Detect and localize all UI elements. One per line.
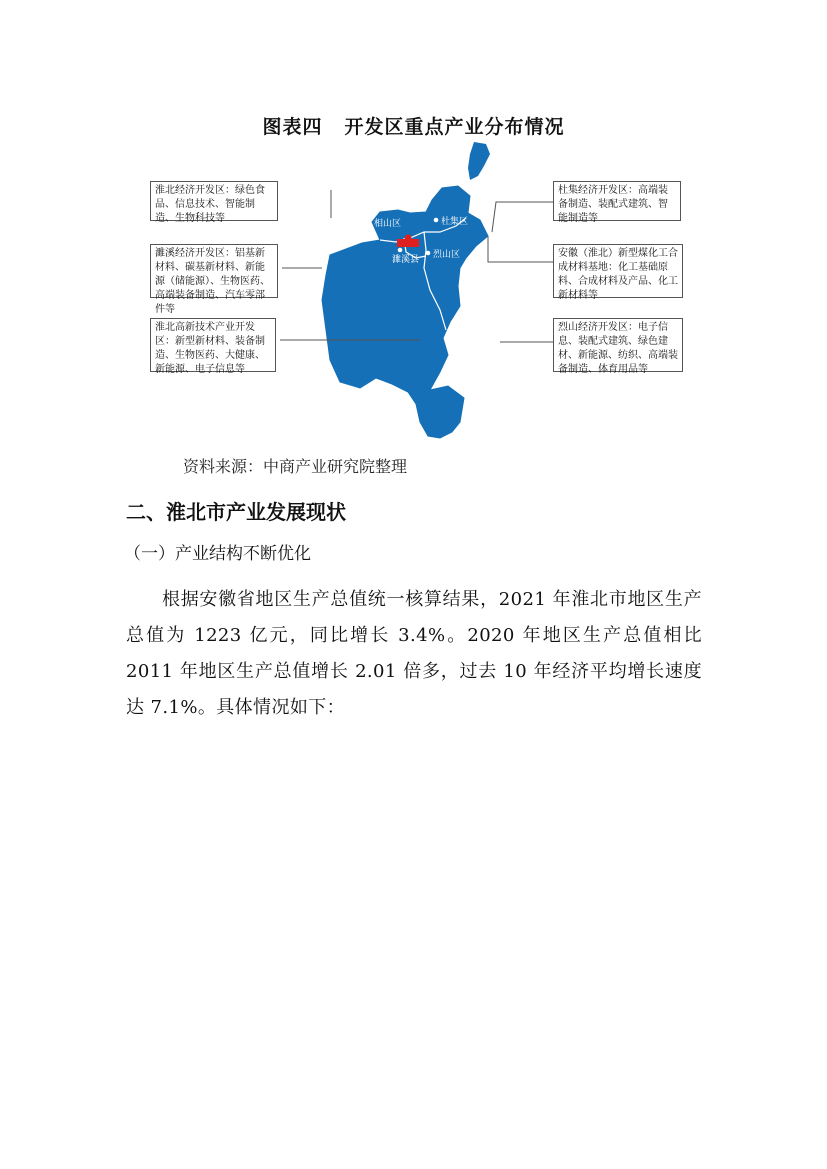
callout-duji-econ-zone: 杜集经济开发区：高端装备制造、装配式建筑、智能制造等: [553, 181, 681, 221]
callout-huaibei-hitech-zone: 淮北高新技术产业开发区：新型新材料、装备制造、生物医药、大健康、新能源、电子信息等: [150, 318, 276, 372]
figure-title-text: 开发区重点产业分布情况: [344, 116, 565, 138]
northern-map-piece: [468, 142, 490, 180]
source-note: 资料来源：中商产业研究院整理: [183, 457, 408, 476]
district-marker-lieshan: [426, 251, 431, 256]
figure-title-prefix: 图表四: [262, 116, 323, 138]
section-heading: 二、淮北市产业发展现状: [126, 500, 346, 524]
callout-coal-chemical-base: 安徽（淮北）新型煤化工合成材料基地：化工基础原料、合成材料及产品、化工新材料等: [553, 244, 683, 298]
callout-huaibei-econ-zone: 淮北经济开发区：绿色食品、信息技术、智能制造、生物科技等: [150, 181, 278, 221]
callout-suixi-econ-zone: 濉溪经济开发区：铝基新材料、碳基新材料、新能源（储能源）、生物医药、高端装备制造、汽车零部件等: [150, 244, 278, 298]
body-paragraph: 根据安徽省地区生产总值统一核算结果，2021 年淮北市地区生产总值为 1223 亿元，同比增长 3.4%。2020 年地区生产总值相比 2011 年地区生产总值增长 2.01 倍多，过去 10 年经济平均增长速度达 7.1%。具体情况如下：: [126, 589, 702, 718]
district-label-suixi: 濉溪县: [392, 255, 420, 265]
district-label-xiangshan: 相山区: [374, 219, 402, 229]
development-zone-map: [0, 0, 827, 450]
district-marker-suixi: [398, 248, 403, 253]
district-label-dujixi: 杜集区: [441, 217, 469, 227]
district-marker-dujixi: [434, 218, 439, 223]
district-label-lieshan: 烈山区: [433, 250, 461, 260]
city-center-label-box: [397, 239, 419, 247]
callout-lieshan-econ-zone: 烈山经济开发区：电子信息、装配式建筑、绿色建材、新能源、纺织、高端装备制造、体育用品等: [553, 318, 683, 372]
subsection-heading: （一）产业结构不断优化: [124, 544, 311, 564]
